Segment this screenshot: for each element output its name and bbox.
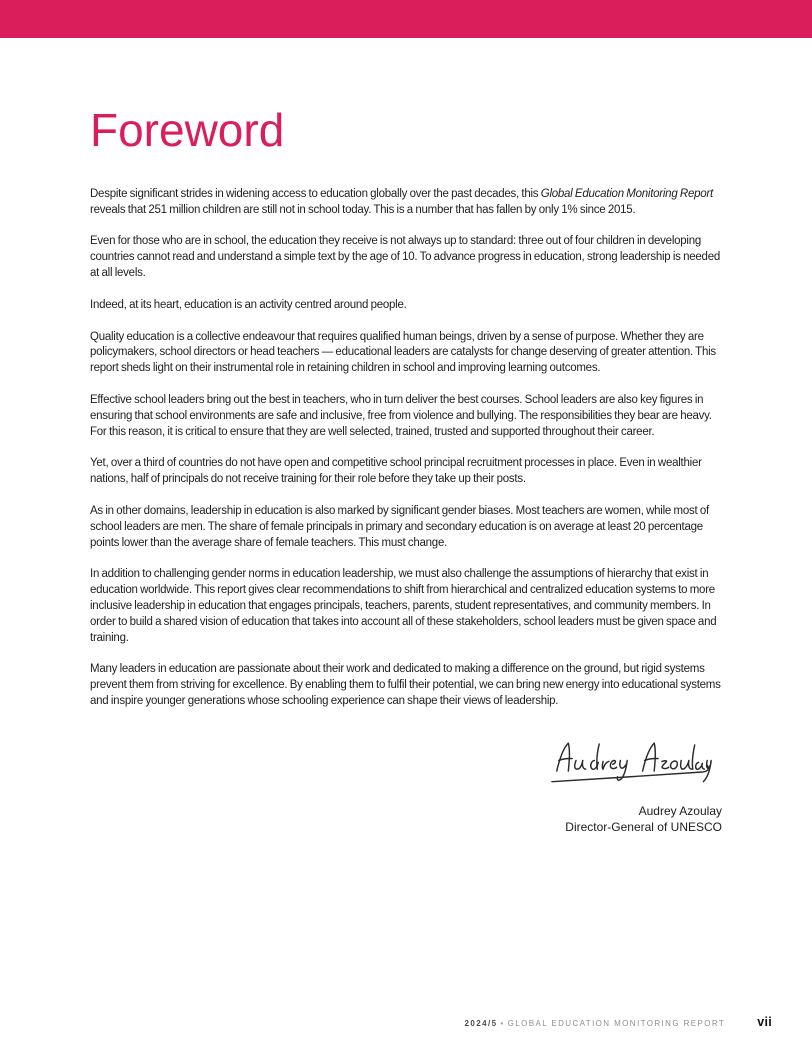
- foreword-paragraph-7: As in other domains, leadership in education is also marked by significant gender biases. Most teachers are women, while most of school leaders are men. The share of female principals in primary and secondary education is on average at least 20 percentage points lower than the average share of female teachers. This must change.: [90, 505, 709, 549]
- signatory: [90, 803, 722, 835]
- foreword-paragraph-2: Even for those who are in school, the education they receive is not always up to standard: three out of four children in developing countries cannot read and understand a simple text by the age of 10. To advance progress in education, strong leadership is needed at all levels.: [90, 235, 720, 280]
- report-title-italic: Global Education Monitoring Report: [540, 187, 713, 200]
- signatory-title: Director-General of UNESCO: [565, 819, 722, 834]
- foreword-paragraph-9: Many leaders in education are passionate about their work and dedicated to making a difference on the ground, but rigid systems prevent them from striving for excellence. By enabling them to fulfil their potential, we can bring new energy into educational systems and inspire younger generations whose schooling experience can shape their views of leadership.: [90, 663, 721, 708]
- foreword-body: [90, 187, 722, 710]
- foreword-paragraph-1: [90, 187, 722, 219]
- top-accent-bar: [0, 0, 812, 38]
- paragraph-text: Despite significant strides in widening access to education globally over the past decades, this: [90, 187, 541, 200]
- foreword-paragraph-5: Effective school leaders bring out the best in teachers, who in turn deliver the best courses. School leaders are also key figures in ensuring that school environments are safe and inclusive, free from violence and bullying. The responsibilities they bear are heavy. For this reason, it is critical to ensure that they are well selected, trained, trusted and supported throughout their career.: [90, 394, 712, 438]
- page-title: Foreword: [90, 104, 285, 156]
- signature-block: [90, 732, 722, 835]
- foreword-paragraph-8: In addition to challenging gender norms in education leadership, we must also challenge the assumptions of hierarchy that exist in education worldwide. This report gives clear recommendations to shift from hierarchical and centralized education systems to more inclusive leadership in education that engages principals, teachers, parents, student representatives, and community members. In order to build a shared vision of education that takes into account all of these stakeholders, school leaders must be given space and training.: [90, 568, 717, 644]
- foreword-paragraph-3: Indeed, at its heart, education is an activity centred around people.: [90, 298, 407, 311]
- signatory-name: Audrey Azoulay: [638, 803, 722, 818]
- foreword-paragraph-6: Yet, over a third of countries do not have open and competitive school principal recruitment processes in place. Even in wealthier nations, half of principals do not receive training for their role before they take up their posts.: [90, 457, 702, 486]
- foreword-paragraph-4: Quality education is a collective endeavour that requires qualified human beings, driven by a sense of purpose. Whether they are policymakers, school directors or head teachers — educational leaders are catalysts for change deserving of greater attention. This report sheds light on their instrumental role in retaining children in school and improving learning outcomes.: [90, 330, 716, 375]
- page-number: vii: [757, 1015, 772, 1029]
- content-area: [0, 104, 812, 835]
- footer-edition: 2024/5: [464, 1019, 498, 1028]
- footer-separator-dot: •: [500, 1019, 505, 1028]
- paragraph-text: reveals that 251 million children are still not in school today. This is a number that has fallen by only 1% since 2015.: [90, 203, 636, 216]
- footer-report-title: GLOBAL EDUCATION MONITORING REPORT: [507, 1019, 726, 1028]
- footer-report-line: [465, 1019, 726, 1028]
- page-footer: [90, 1015, 772, 1029]
- signature-image: [550, 732, 714, 786]
